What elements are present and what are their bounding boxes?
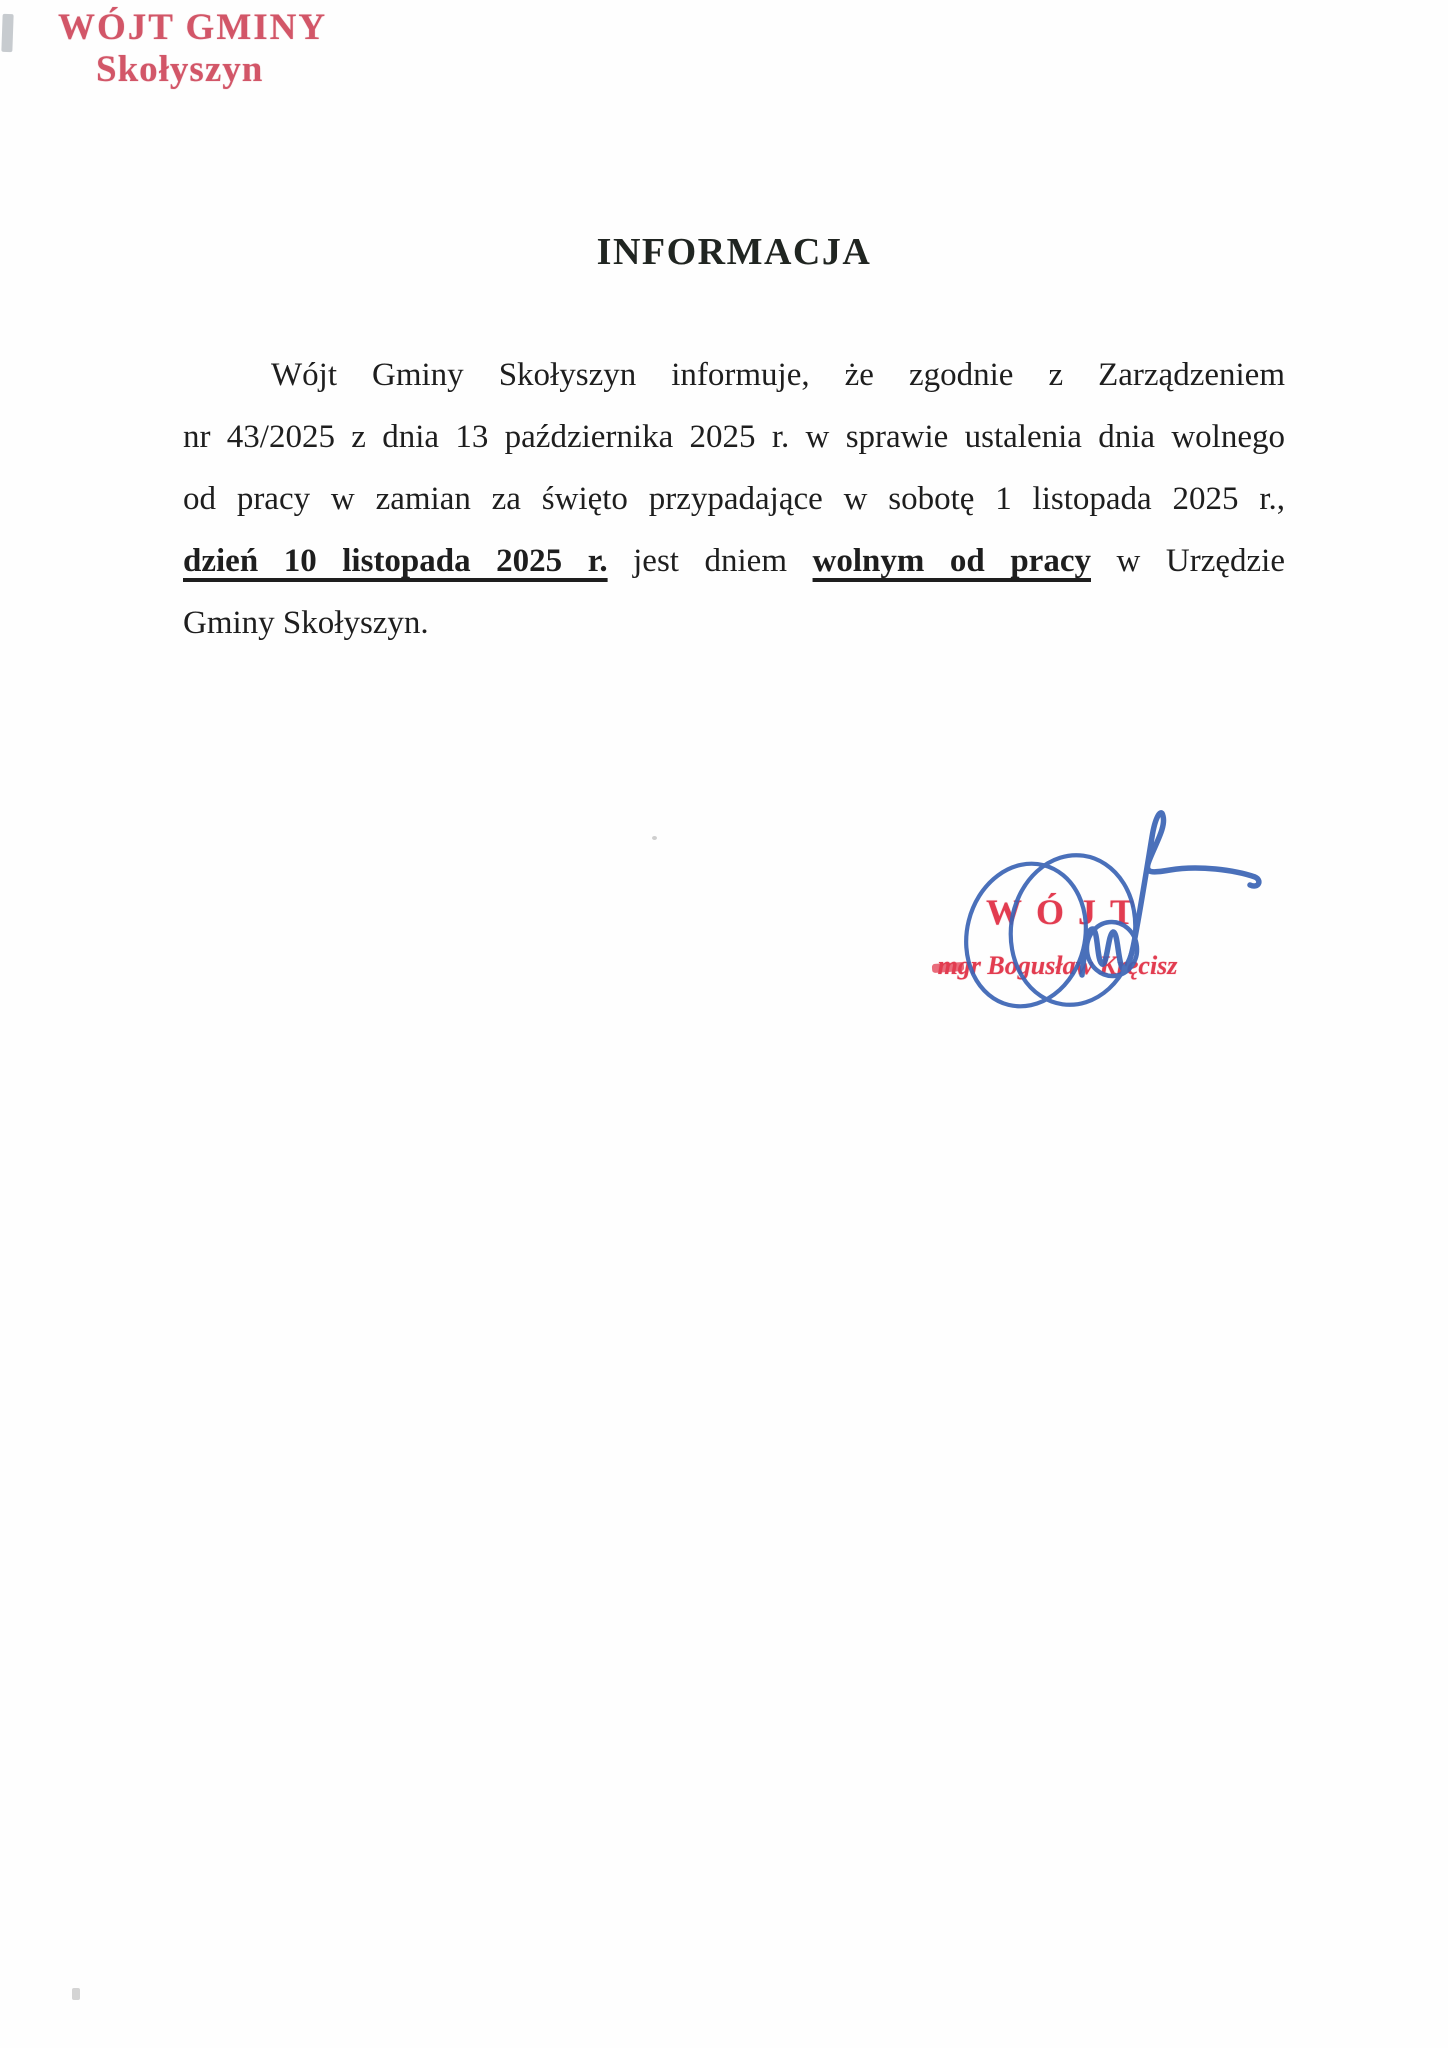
text-segment: Wójt Gminy Skołyszyn informuje, że zgodnie z Zarządzeniem [271,357,1285,393]
paragraph-line [183,468,1285,530]
letterhead-line1: WÓJT GMINY [58,7,328,48]
text-segment: nr 43/2025 z dnia 13 października 2025 r. w sprawie ustalenia dnia wolnego [183,419,1285,455]
stamp-name-text: mgr Bogusław Kręcisz [937,951,1178,980]
page-title: INFORMACJA [596,231,872,273]
stamp-role-text: WÓJT [985,892,1148,932]
scan-artifact [1,14,13,52]
letterhead-stamp [58,8,327,90]
scan-artifact [72,1988,80,2000]
paragraph-line [183,530,1285,592]
text-segment: dzień 10 listopada 2025 r. [183,543,608,579]
text-segment: Gminy Skołyszyn. [183,605,429,641]
scan-artifact [652,836,657,840]
body-paragraph [183,344,1285,654]
text-segment: od pracy w zamian za święto przypadające w sobotę 1 listopada 2025 r., [183,481,1285,517]
paragraph-line [183,406,1285,468]
signature-block [930,785,1310,1050]
paragraph-line [183,344,1285,406]
letterhead-line2: Skołyszyn [96,49,264,90]
text-segment: w Urzędzie [1090,543,1285,579]
text-segment: wolnym od pracy [812,543,1091,579]
paragraph-line [183,592,1285,654]
signature-ink [930,785,1310,1050]
text-segment: jest dniem [607,543,813,579]
